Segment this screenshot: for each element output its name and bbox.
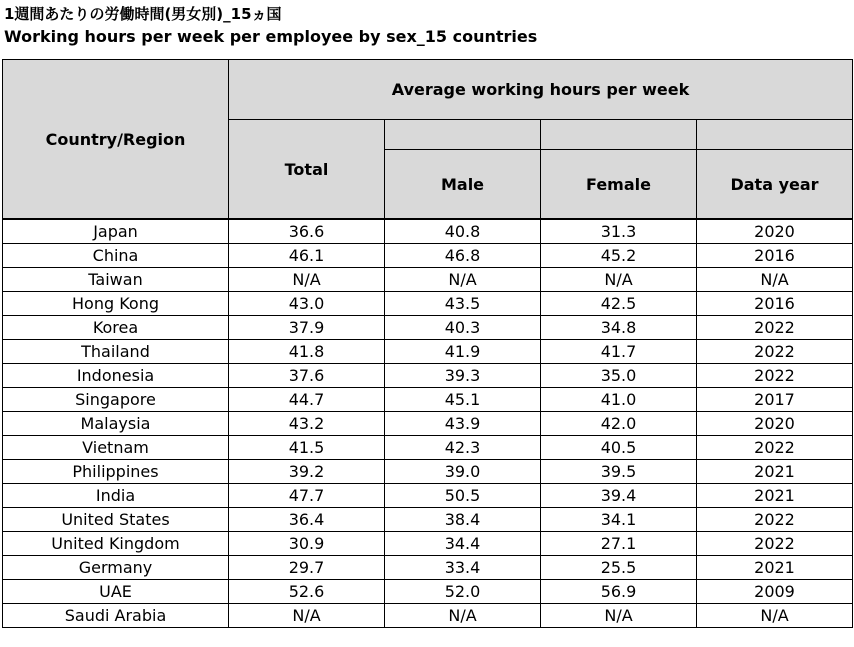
- cell-total: 46.1: [229, 244, 385, 268]
- cell-male: 43.9: [385, 412, 541, 436]
- table-row: [3, 244, 853, 268]
- table-row: [3, 388, 853, 412]
- cell-total: 44.7: [229, 388, 385, 412]
- header-average-hours: Average working hours per week: [229, 60, 853, 120]
- table-row: [3, 436, 853, 460]
- header-female: Female: [541, 150, 697, 220]
- cell-female: 39.5: [541, 460, 697, 484]
- table-row: [3, 604, 853, 628]
- cell-female: 42.0: [541, 412, 697, 436]
- cell-female: 34.8: [541, 316, 697, 340]
- cell-country: Philippines: [3, 460, 229, 484]
- cell-male: 33.4: [385, 556, 541, 580]
- cell-data-year: 2009: [697, 580, 853, 604]
- cell-male: 34.4: [385, 532, 541, 556]
- working-hours-table: [2, 59, 853, 628]
- table-row: [3, 292, 853, 316]
- cell-total: 37.9: [229, 316, 385, 340]
- cell-total: 30.9: [229, 532, 385, 556]
- cell-data-year: 2022: [697, 436, 853, 460]
- cell-data-year: 2022: [697, 340, 853, 364]
- cell-total: 52.6: [229, 580, 385, 604]
- cell-country: Japan: [3, 219, 229, 244]
- cell-country: Hong Kong: [3, 292, 229, 316]
- header-total: Total: [229, 120, 385, 220]
- cell-total: 41.5: [229, 436, 385, 460]
- cell-data-year: 2021: [697, 556, 853, 580]
- cell-male: 45.1: [385, 388, 541, 412]
- cell-data-year: N/A: [697, 268, 853, 292]
- cell-female: 40.5: [541, 436, 697, 460]
- cell-country: Vietnam: [3, 436, 229, 460]
- table-row: [3, 268, 853, 292]
- cell-total: 43.0: [229, 292, 385, 316]
- cell-country: China: [3, 244, 229, 268]
- cell-country: Indonesia: [3, 364, 229, 388]
- cell-country: Korea: [3, 316, 229, 340]
- cell-total: 36.6: [229, 219, 385, 244]
- cell-male: 42.3: [385, 436, 541, 460]
- cell-data-year: 2022: [697, 532, 853, 556]
- cell-total: 36.4: [229, 508, 385, 532]
- cell-data-year: 2020: [697, 219, 853, 244]
- cell-female: 34.1: [541, 508, 697, 532]
- cell-data-year: 2017: [697, 388, 853, 412]
- table-row: [3, 219, 853, 244]
- cell-female: 39.4: [541, 484, 697, 508]
- cell-data-year: 2022: [697, 364, 853, 388]
- cell-total: 47.7: [229, 484, 385, 508]
- cell-data-year: 2021: [697, 460, 853, 484]
- cell-male: 41.9: [385, 340, 541, 364]
- title-japanese: 1週間あたりの労働時間(男女別)_15ヵ国: [4, 5, 282, 23]
- table-row: [3, 532, 853, 556]
- table-row: [3, 580, 853, 604]
- table-header: [3, 60, 853, 220]
- cell-female: 41.7: [541, 340, 697, 364]
- cell-male: 39.3: [385, 364, 541, 388]
- table-row: [3, 484, 853, 508]
- table-row: [3, 364, 853, 388]
- table-body: [3, 219, 853, 628]
- cell-male: 38.4: [385, 508, 541, 532]
- cell-country: Malaysia: [3, 412, 229, 436]
- cell-female: 45.2: [541, 244, 697, 268]
- cell-total: 37.6: [229, 364, 385, 388]
- cell-data-year: 2022: [697, 316, 853, 340]
- cell-male: N/A: [385, 604, 541, 628]
- cell-data-year: 2021: [697, 484, 853, 508]
- cell-country: Taiwan: [3, 268, 229, 292]
- header-country: Country/Region: [3, 60, 229, 220]
- cell-total: N/A: [229, 268, 385, 292]
- cell-female: N/A: [541, 604, 697, 628]
- cell-total: 29.7: [229, 556, 385, 580]
- cell-female: 42.5: [541, 292, 697, 316]
- header-female-spacer: [541, 120, 697, 150]
- cell-data-year: 2016: [697, 244, 853, 268]
- cell-male: 46.8: [385, 244, 541, 268]
- cell-data-year: 2016: [697, 292, 853, 316]
- cell-female: 56.9: [541, 580, 697, 604]
- header-year-spacer: [697, 120, 853, 150]
- header-male: Male: [385, 150, 541, 220]
- table-row: [3, 412, 853, 436]
- cell-total: N/A: [229, 604, 385, 628]
- cell-male: 40.8: [385, 219, 541, 244]
- cell-female: 25.5: [541, 556, 697, 580]
- cell-male: N/A: [385, 268, 541, 292]
- cell-data-year: 2022: [697, 508, 853, 532]
- cell-country: Saudi Arabia: [3, 604, 229, 628]
- cell-country: Germany: [3, 556, 229, 580]
- table-row: [3, 508, 853, 532]
- table-row: [3, 460, 853, 484]
- cell-female: 27.1: [541, 532, 697, 556]
- cell-data-year: N/A: [697, 604, 853, 628]
- cell-country: UAE: [3, 580, 229, 604]
- cell-female: 41.0: [541, 388, 697, 412]
- cell-female: N/A: [541, 268, 697, 292]
- cell-male: 39.0: [385, 460, 541, 484]
- cell-female: 31.3: [541, 219, 697, 244]
- cell-data-year: 2020: [697, 412, 853, 436]
- cell-country: United States: [3, 508, 229, 532]
- cell-male: 40.3: [385, 316, 541, 340]
- header-data-year: Data year: [697, 150, 853, 220]
- cell-male: 43.5: [385, 292, 541, 316]
- table-row: [3, 556, 853, 580]
- cell-country: India: [3, 484, 229, 508]
- cell-female: 35.0: [541, 364, 697, 388]
- cell-total: 43.2: [229, 412, 385, 436]
- table-row: [3, 316, 853, 340]
- table-row: [3, 340, 853, 364]
- cell-country: Thailand: [3, 340, 229, 364]
- cell-male: 50.5: [385, 484, 541, 508]
- cell-country: United Kingdom: [3, 532, 229, 556]
- cell-total: 41.8: [229, 340, 385, 364]
- header-male-spacer: [385, 120, 541, 150]
- cell-male: 52.0: [385, 580, 541, 604]
- cell-total: 39.2: [229, 460, 385, 484]
- title-english: Working hours per week per employee by sex_15 countries: [4, 27, 538, 46]
- cell-country: Singapore: [3, 388, 229, 412]
